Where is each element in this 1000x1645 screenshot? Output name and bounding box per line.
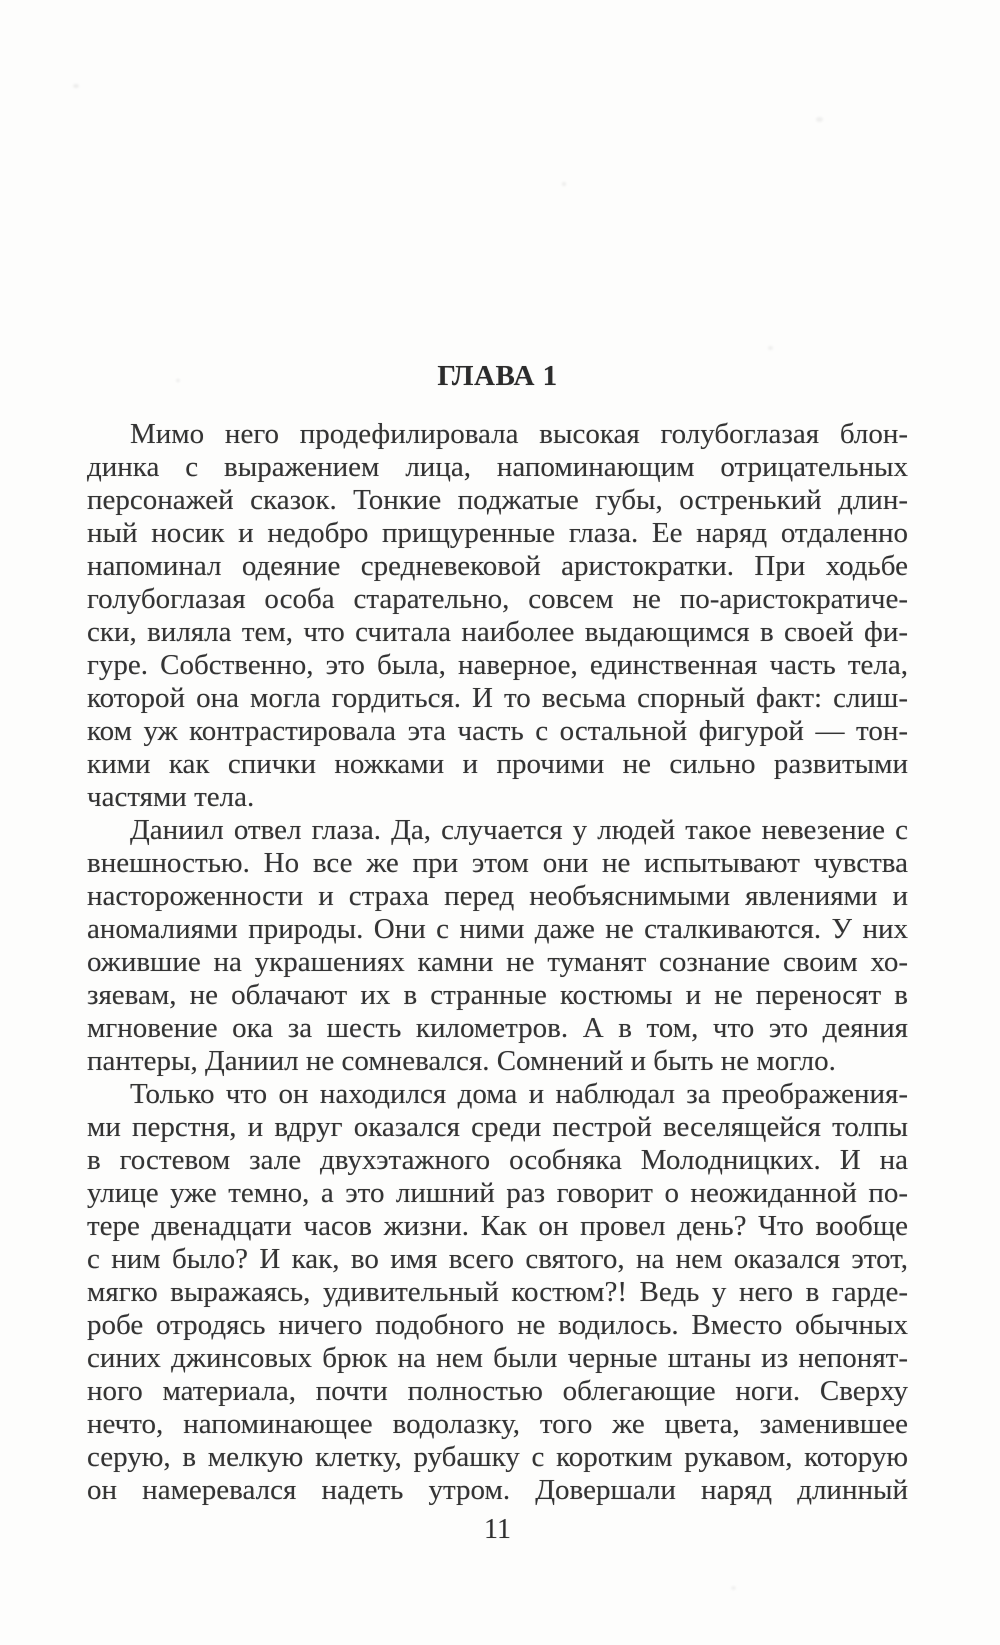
text-line: в гостевом зале двухэтажного особняка Молодницких. И на bbox=[87, 1144, 908, 1176]
scan-speck bbox=[176, 379, 180, 382]
text-line: ски, виляла тем, что считала наиболее выдающимся в своей фи- bbox=[87, 616, 908, 648]
text-line: динка с выражением лица, напоминающим отрицательных bbox=[87, 451, 908, 483]
text-line: мягко выражаясь, удивительный костюм?! Ведь у него в гарде- bbox=[87, 1276, 908, 1308]
text-line: он намеревался надеть утром. Довершали наряд длинный bbox=[87, 1474, 908, 1506]
scan-speck bbox=[73, 84, 79, 88]
text-line: ми перстня, и вдруг оказался среди пестрой веселящейся толпы bbox=[87, 1111, 908, 1143]
text-line: тере двенадцати часов жизни. Как он провел день? Что вообще bbox=[87, 1210, 908, 1242]
text-line: улице уже темно, а это лишний раз говорит о неожиданной по- bbox=[87, 1177, 908, 1209]
page-number: 11 bbox=[484, 1514, 511, 1545]
text-line: робе отродясь ничего подобного не водилось. Вместо обычных bbox=[87, 1309, 908, 1341]
chapter-heading: ГЛАВА 1 bbox=[437, 360, 558, 392]
text-line: мгновение ока за шесть километров. А в том, что это деяния bbox=[87, 1012, 908, 1044]
text-line: аномалиями природы. Они с ними даже не сталкиваются. У них bbox=[87, 913, 908, 945]
text-line: ожившие на украшениях камни не туманят сознание своим хо- bbox=[87, 946, 908, 978]
text-line: ного материала, почти полностью облегающие ноги. Сверху bbox=[87, 1375, 908, 1407]
text-line: напоминал одеяние средневековой аристократки. При ходьбе bbox=[87, 550, 908, 582]
text-line: синих джинсовых брюк на нем были черные штаны из непонят- bbox=[87, 1342, 908, 1374]
text-line: голубоглазая особа старательно, совсем не по-аристократиче- bbox=[87, 583, 908, 615]
text-line: зяевам, не облачают их в странные костюмы и не переносят в bbox=[87, 979, 908, 1011]
text-line: ный носик и недобро прищуренные глаза. Ее наряд отдаленно bbox=[87, 517, 908, 549]
text-block bbox=[87, 418, 908, 1507]
text-line: серую, в мелкую клетку, рубашку с коротким рукавом, которую bbox=[87, 1441, 908, 1473]
scan-speck bbox=[768, 346, 773, 350]
scan-speck bbox=[562, 182, 566, 186]
text-line: кими как спички ножками и прочими не сильно развитыми bbox=[87, 748, 908, 780]
scan-speck bbox=[731, 1586, 736, 1590]
text-line: частями тела. bbox=[87, 781, 255, 813]
text-line: персонажей сказок. Тонкие поджатые губы, остренький длин- bbox=[87, 484, 908, 516]
text-line: внешностью. Но все же при этом они не испытывают чувства bbox=[87, 847, 908, 879]
text-line: настороженности и страха перед необъяснимыми явлениями и bbox=[87, 880, 908, 912]
text-line: нечто, напоминающее водолазку, того же цвета, заменившее bbox=[87, 1408, 908, 1440]
text-line: Даниил отвел глаза. Да, случается у людей такое невезение с bbox=[130, 814, 908, 846]
text-line: с ним было? И как, во имя всего святого, на нем оказался этот, bbox=[87, 1243, 908, 1275]
text-line: пантеры, Даниил не сомневался. Сомнений и быть не могло. bbox=[87, 1045, 836, 1077]
text-line: которой она могла гордиться. И то весьма спорный факт: слиш- bbox=[87, 682, 908, 714]
text-line: гуре. Собственно, это была, наверное, единственная часть тела, bbox=[87, 649, 908, 681]
text-line: Мимо него продефилировала высокая голубоглазая блон- bbox=[130, 418, 908, 450]
text-line: Только что он находился дома и наблюдал за преображения- bbox=[130, 1078, 908, 1110]
scan-speck bbox=[816, 117, 823, 122]
text-line: ком уж контрастировала эта часть с остальной фигурой — тон- bbox=[87, 715, 908, 747]
